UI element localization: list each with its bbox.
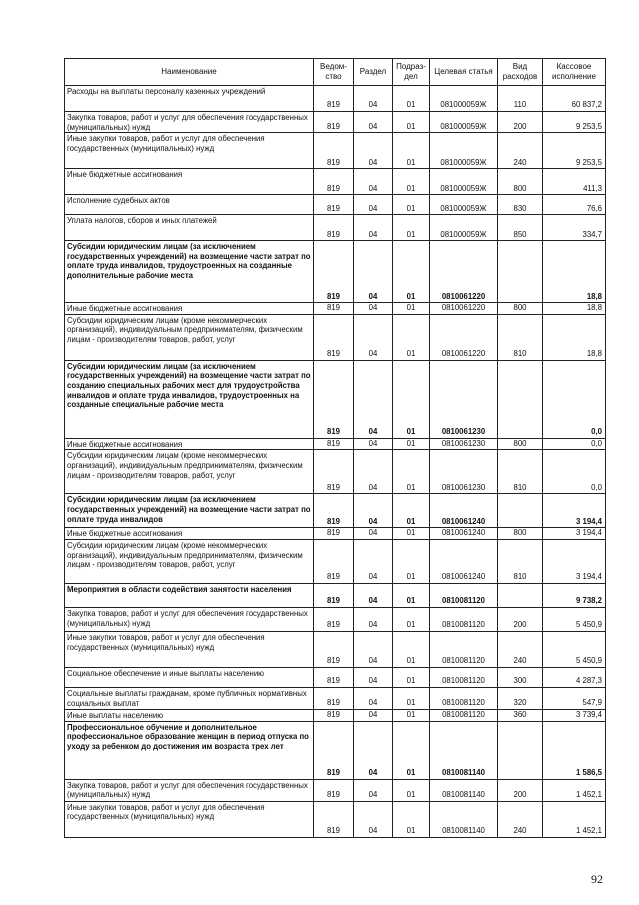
table-row	[65, 667, 606, 687]
row-name: Субсидии юридическим лицам (кроме некоммерческих организаций), индивидуальным предпринимателям, физическим лицам - производителям товаров, работ, услуг	[65, 450, 314, 494]
row-name: Исполнение судебных актов	[65, 195, 314, 215]
row-tselevaya-statya: 0810061230	[430, 360, 498, 438]
row-vedomstvo: 819	[314, 303, 354, 315]
row-name: Социальное обеспечение и иные выплаты населению	[65, 667, 314, 687]
row-podrazdel: 01	[393, 169, 430, 195]
row-podrazdel: 01	[393, 687, 430, 709]
row-razdel: 04	[354, 303, 393, 315]
row-vid-raskhodov: 240	[498, 801, 543, 837]
row-vid-raskhodov	[498, 583, 543, 607]
table-row	[65, 450, 606, 494]
table-row	[65, 241, 606, 303]
header-podrazdel: Подраз-дел	[393, 59, 430, 86]
table-row	[65, 528, 606, 540]
row-razdel: 04	[354, 360, 393, 438]
row-tselevaya-statya: 0810061220	[430, 241, 498, 303]
row-vedomstvo: 819	[314, 241, 354, 303]
row-kassovoe-ispolnenie: 18,8	[543, 303, 606, 315]
row-podrazdel: 01	[393, 195, 430, 215]
row-vedomstvo: 819	[314, 195, 354, 215]
header-kassovoe-ispolnenie: Кассовое исполнение	[543, 59, 606, 86]
row-vid-raskhodov: 800	[498, 303, 543, 315]
header-razdel: Раздел	[354, 59, 393, 86]
row-vedomstvo: 819	[314, 86, 354, 112]
row-kassovoe-ispolnenie: 60 837,2	[543, 86, 606, 112]
row-vid-raskhodov: 110	[498, 86, 543, 112]
row-vedomstvo: 819	[314, 631, 354, 667]
row-vid-raskhodov: 200	[498, 112, 543, 133]
row-kassovoe-ispolnenie: 0,0	[543, 450, 606, 494]
header-vedomstvo: Ведом-ство	[314, 59, 354, 86]
table-row	[65, 303, 606, 315]
row-podrazdel: 01	[393, 438, 430, 450]
row-vid-raskhodov	[498, 721, 543, 779]
row-vedomstvo: 819	[314, 801, 354, 837]
table-row	[65, 494, 606, 528]
row-name: Иные закупки товаров, работ и услуг для обеспечения государственных (муниципальных) нужд	[65, 631, 314, 667]
row-vedomstvo: 819	[314, 687, 354, 709]
row-vid-raskhodov: 800	[498, 438, 543, 450]
row-vedomstvo: 819	[314, 667, 354, 687]
row-tselevaya-statya: 0810061240	[430, 528, 498, 540]
row-kassovoe-ispolnenie: 0,0	[543, 360, 606, 438]
row-razdel: 04	[354, 195, 393, 215]
row-tselevaya-statya: 0810061220	[430, 303, 498, 315]
row-kassovoe-ispolnenie: 9 738,2	[543, 583, 606, 607]
row-vid-raskhodov: 240	[498, 133, 543, 169]
row-razdel: 04	[354, 86, 393, 112]
row-razdel: 04	[354, 528, 393, 540]
row-vedomstvo: 819	[314, 450, 354, 494]
row-podrazdel: 01	[393, 86, 430, 112]
row-kassovoe-ispolnenie: 1 586,5	[543, 721, 606, 779]
row-name: Субсидии юридическим лицам (за исключением государственных учреждений) на возмещение части затрат по оплате труда инвалидов, трудоустроенных на созданные дополнительные рабочие места	[65, 241, 314, 303]
table-row	[65, 801, 606, 837]
row-razdel: 04	[354, 721, 393, 779]
row-vedomstvo: 819	[314, 314, 354, 360]
row-razdel: 04	[354, 631, 393, 667]
row-razdel: 04	[354, 667, 393, 687]
row-name: Иные закупки товаров, работ и услуг для обеспечения государственных (муниципальных) нужд	[65, 801, 314, 837]
row-name: Закупка товаров, работ и услуг для обеспечения государственных (муниципальных) нужд	[65, 112, 314, 133]
table-row	[65, 438, 606, 450]
row-name: Иные бюджетные ассигнования	[65, 438, 314, 450]
row-razdel: 04	[354, 583, 393, 607]
table-row	[65, 314, 606, 360]
row-razdel: 04	[354, 494, 393, 528]
table-row	[65, 112, 606, 133]
row-kassovoe-ispolnenie: 334,7	[543, 215, 606, 241]
row-kassovoe-ispolnenie: 9 253,5	[543, 112, 606, 133]
row-kassovoe-ispolnenie: 0,0	[543, 438, 606, 450]
header-vid-raskhodov: Вид расходов	[498, 59, 543, 86]
row-tselevaya-statya: 081000059Ж	[430, 112, 498, 133]
row-vedomstvo: 819	[314, 607, 354, 631]
table-row	[65, 360, 606, 438]
header-name: Наименование	[65, 59, 314, 86]
row-tselevaya-statya: 0810061240	[430, 494, 498, 528]
row-name: Социальные выплаты гражданам, кроме публичных нормативных социальных выплат	[65, 687, 314, 709]
row-vid-raskhodov: 810	[498, 539, 543, 583]
header-tselevaya-statya: Целевая статья	[430, 59, 498, 86]
row-podrazdel: 01	[393, 667, 430, 687]
row-razdel: 04	[354, 801, 393, 837]
row-kassovoe-ispolnenie: 76,6	[543, 195, 606, 215]
row-tselevaya-statya: 0810081120	[430, 687, 498, 709]
table-row	[65, 133, 606, 169]
row-kassovoe-ispolnenie: 3 739,4	[543, 709, 606, 721]
row-tselevaya-statya: 081000059Ж	[430, 195, 498, 215]
table-row	[65, 215, 606, 241]
row-razdel: 04	[354, 133, 393, 169]
table-row	[65, 539, 606, 583]
row-vid-raskhodov: 200	[498, 607, 543, 631]
row-podrazdel: 01	[393, 779, 430, 801]
row-podrazdel: 01	[393, 450, 430, 494]
row-vedomstvo: 819	[314, 215, 354, 241]
table-row	[65, 631, 606, 667]
row-name: Субсидии юридическим лицам (кроме некоммерческих организаций), индивидуальным предпринимателям, физическим лицам - производителям товаров, работ, услуг	[65, 314, 314, 360]
row-name: Иные выплаты населению	[65, 709, 314, 721]
row-kassovoe-ispolnenie: 1 452,1	[543, 779, 606, 801]
row-tselevaya-statya: 0810061240	[430, 539, 498, 583]
row-kassovoe-ispolnenie: 4 287,3	[543, 667, 606, 687]
row-vedomstvo: 819	[314, 709, 354, 721]
row-vid-raskhodov	[498, 241, 543, 303]
row-tselevaya-statya: 0810061230	[430, 438, 498, 450]
row-kassovoe-ispolnenie: 18,8	[543, 314, 606, 360]
row-kassovoe-ispolnenie: 3 194,4	[543, 539, 606, 583]
row-kassovoe-ispolnenie: 5 450,9	[543, 631, 606, 667]
row-vedomstvo: 819	[314, 779, 354, 801]
row-tselevaya-statya: 081000059Ж	[430, 215, 498, 241]
row-vid-raskhodov: 360	[498, 709, 543, 721]
row-kassovoe-ispolnenie: 3 194,4	[543, 528, 606, 540]
row-podrazdel: 01	[393, 539, 430, 583]
row-kassovoe-ispolnenie: 9 253,5	[543, 133, 606, 169]
row-vid-raskhodov: 240	[498, 631, 543, 667]
row-razdel: 04	[354, 687, 393, 709]
table-row	[65, 779, 606, 801]
row-vedomstvo: 819	[314, 112, 354, 133]
row-vedomstvo: 819	[314, 721, 354, 779]
row-vid-raskhodov: 200	[498, 779, 543, 801]
row-tselevaya-statya: 081000059Ж	[430, 133, 498, 169]
table-row	[65, 687, 606, 709]
row-name: Иные бюджетные ассигнования	[65, 169, 314, 195]
row-razdel: 04	[354, 450, 393, 494]
row-vid-raskhodov	[498, 494, 543, 528]
row-razdel: 04	[354, 438, 393, 450]
row-name: Профессиональное обучение и дополнительное профессиональное образование женщин в период отпуска по уходу за ребенком до достижения им возраста трех лет	[65, 721, 314, 779]
row-tselevaya-statya: 0810081120	[430, 667, 498, 687]
row-kassovoe-ispolnenie: 3 194,4	[543, 494, 606, 528]
row-vedomstvo: 819	[314, 528, 354, 540]
row-podrazdel: 01	[393, 528, 430, 540]
row-razdel: 04	[354, 607, 393, 631]
row-name: Субсидии юридическим лицам (за исключением государственных учреждений) на возмещение части затрат по созданию специальных рабочих мест для трудоустройства инвалидов и оплате труда инвалидов, трудоустроенных на созданные специальные рабочие места	[65, 360, 314, 438]
row-vid-raskhodov: 800	[498, 528, 543, 540]
row-kassovoe-ispolnenie: 1 452,1	[543, 801, 606, 837]
row-tselevaya-statya: 0810081120	[430, 607, 498, 631]
row-tselevaya-statya: 081000059Ж	[430, 169, 498, 195]
row-podrazdel: 01	[393, 133, 430, 169]
page-number: 92	[591, 872, 603, 886]
row-tselevaya-statya: 0810081120	[430, 709, 498, 721]
row-podrazdel: 01	[393, 631, 430, 667]
table-row	[65, 169, 606, 195]
row-vedomstvo: 819	[314, 169, 354, 195]
row-vedomstvo: 819	[314, 583, 354, 607]
row-podrazdel: 01	[393, 721, 430, 779]
row-vid-raskhodov: 810	[498, 314, 543, 360]
row-vid-raskhodov: 320	[498, 687, 543, 709]
row-vedomstvo: 819	[314, 438, 354, 450]
row-podrazdel: 01	[393, 607, 430, 631]
row-podrazdel: 01	[393, 709, 430, 721]
row-razdel: 04	[354, 169, 393, 195]
row-name: Закупка товаров, работ и услуг для обеспечения государственных (муниципальных) нужд	[65, 779, 314, 801]
row-vid-raskhodov: 800	[498, 169, 543, 195]
row-kassovoe-ispolnenie: 411,3	[543, 169, 606, 195]
row-tselevaya-statya: 081000059Ж	[430, 86, 498, 112]
row-tselevaya-statya: 0810061220	[430, 314, 498, 360]
row-kassovoe-ispolnenie: 5 450,9	[543, 607, 606, 631]
row-tselevaya-statya: 0810081120	[430, 631, 498, 667]
table-row	[65, 583, 606, 607]
budget-table	[64, 58, 606, 838]
row-razdel: 04	[354, 215, 393, 241]
table-row	[65, 86, 606, 112]
row-name: Уплата налогов, сборов и иных платежей	[65, 215, 314, 241]
row-vedomstvo: 819	[314, 494, 354, 528]
table-header-row	[65, 59, 606, 86]
row-razdel: 04	[354, 112, 393, 133]
row-tselevaya-statya: 0810081120	[430, 583, 498, 607]
row-name: Субсидии юридическим лицам (кроме некоммерческих организаций), индивидуальным предпринимателям, физическим лицам - производителям товаров, работ, услуг	[65, 539, 314, 583]
row-name: Иные бюджетные ассигнования	[65, 528, 314, 540]
row-tselevaya-statya: 0810081140	[430, 779, 498, 801]
row-kassovoe-ispolnenie: 18,8	[543, 241, 606, 303]
row-name: Субсидии юридическим лицам (за исключением государственных учреждений) на возмещение части затрат по оплате труда инвалидов	[65, 494, 314, 528]
row-vid-raskhodov: 830	[498, 195, 543, 215]
row-podrazdel: 01	[393, 583, 430, 607]
row-podrazdel: 01	[393, 314, 430, 360]
row-vedomstvo: 819	[314, 133, 354, 169]
row-tselevaya-statya: 0810081140	[430, 801, 498, 837]
table-row	[65, 195, 606, 215]
row-name: Закупка товаров, работ и услуг для обеспечения государственных (муниципальных) нужд	[65, 607, 314, 631]
table-row	[65, 709, 606, 721]
row-vid-raskhodov: 810	[498, 450, 543, 494]
row-podrazdel: 01	[393, 112, 430, 133]
row-podrazdel: 01	[393, 360, 430, 438]
row-razdel: 04	[354, 314, 393, 360]
row-razdel: 04	[354, 709, 393, 721]
row-name: Иные закупки товаров, работ и услуг для обеспечения государственных (муниципальных) нужд	[65, 133, 314, 169]
row-name: Мероприятия в области содействия занятости населения	[65, 583, 314, 607]
row-podrazdel: 01	[393, 303, 430, 315]
row-razdel: 04	[354, 241, 393, 303]
row-kassovoe-ispolnenie: 547,9	[543, 687, 606, 709]
row-podrazdel: 01	[393, 494, 430, 528]
row-vid-raskhodov	[498, 360, 543, 438]
row-name: Иные бюджетные ассигнования	[65, 303, 314, 315]
table-row	[65, 721, 606, 779]
row-tselevaya-statya: 0810061230	[430, 450, 498, 494]
row-name: Расходы на выплаты персоналу казенных учреждений	[65, 86, 314, 112]
row-tselevaya-statya: 0810081140	[430, 721, 498, 779]
row-podrazdel: 01	[393, 801, 430, 837]
row-vid-raskhodov: 850	[498, 215, 543, 241]
row-podrazdel: 01	[393, 241, 430, 303]
table-row	[65, 607, 606, 631]
row-vedomstvo: 819	[314, 539, 354, 583]
row-razdel: 04	[354, 539, 393, 583]
row-vid-raskhodov: 300	[498, 667, 543, 687]
row-podrazdel: 01	[393, 215, 430, 241]
row-vedomstvo: 819	[314, 360, 354, 438]
row-razdel: 04	[354, 779, 393, 801]
